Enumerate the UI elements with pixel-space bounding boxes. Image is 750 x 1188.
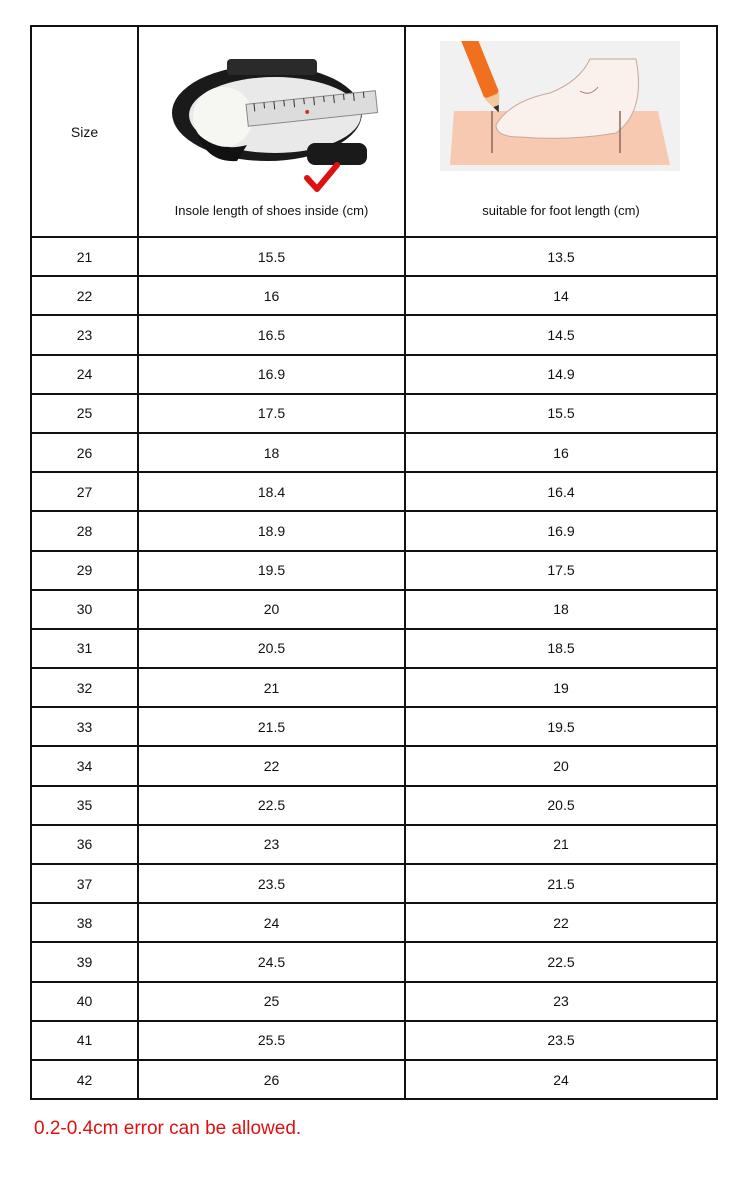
insole-cell: 23.5	[138, 864, 405, 903]
table-row	[31, 472, 717, 511]
table-row	[31, 786, 717, 825]
size-header	[31, 26, 138, 237]
size-cell: 40	[31, 982, 138, 1021]
foot-cell: 21	[405, 825, 717, 864]
table-row	[31, 394, 717, 433]
insole-header-label: Insole length of shoes inside (cm)	[174, 203, 369, 218]
foot-cell: 22	[405, 903, 717, 942]
table-row	[31, 355, 717, 394]
foot-cell: 13.5	[405, 237, 717, 276]
size-cell: 21	[31, 237, 138, 276]
foot-header-label: suitable for foot length (cm)	[482, 203, 640, 218]
size-cell: 22	[31, 276, 138, 315]
size-chart-table	[30, 25, 718, 1100]
check-mark-icon	[307, 165, 337, 189]
insole-cell: 19.5	[138, 551, 405, 590]
size-cell: 29	[31, 551, 138, 590]
insole-cell: 16.5	[138, 315, 405, 354]
size-cell: 28	[31, 511, 138, 550]
insole-cell: 26	[138, 1060, 405, 1099]
shoe-insole-ruler-icon	[157, 33, 387, 203]
foot-cell: 18	[405, 590, 717, 629]
foot-cell: 23.5	[405, 1021, 717, 1060]
insole-header	[138, 26, 405, 237]
insole-cell: 21.5	[138, 707, 405, 746]
size-cell: 25	[31, 394, 138, 433]
size-cell: 33	[31, 707, 138, 746]
table-row	[31, 590, 717, 629]
size-cell: 32	[31, 668, 138, 707]
table-row	[31, 1060, 717, 1099]
insole-cell: 24.5	[138, 942, 405, 981]
size-cell: 26	[31, 433, 138, 472]
foot-cell: 19	[405, 668, 717, 707]
insole-cell: 21	[138, 668, 405, 707]
insole-cell: 18	[138, 433, 405, 472]
table-row	[31, 1021, 717, 1060]
table-row	[31, 551, 717, 590]
foot-cell: 23	[405, 982, 717, 1021]
foot-cell: 16	[405, 433, 717, 472]
insole-cell: 20.5	[138, 629, 405, 668]
foot-header	[405, 26, 717, 237]
size-cell: 35	[31, 786, 138, 825]
insole-cell: 15.5	[138, 237, 405, 276]
size-cell: 39	[31, 942, 138, 981]
foot-cell: 22.5	[405, 942, 717, 981]
foot-measure-icon	[440, 41, 680, 171]
table-row	[31, 315, 717, 354]
size-cell: 34	[31, 746, 138, 785]
foot-cell: 14	[405, 276, 717, 315]
table-row	[31, 707, 717, 746]
foot-cell: 20	[405, 746, 717, 785]
size-cell: 24	[31, 355, 138, 394]
insole-cell: 20	[138, 590, 405, 629]
insole-cell: 17.5	[138, 394, 405, 433]
size-header-label: Size	[70, 123, 99, 140]
size-cell: 30	[31, 590, 138, 629]
foot-cell: 18.5	[405, 629, 717, 668]
insole-cell: 16.9	[138, 355, 405, 394]
foot-cell: 15.5	[405, 394, 717, 433]
table-row	[31, 276, 717, 315]
foot-cell: 21.5	[405, 864, 717, 903]
table-row	[31, 629, 717, 668]
foot-cell: 17.5	[405, 551, 717, 590]
insole-cell: 22	[138, 746, 405, 785]
insole-cell: 23	[138, 825, 405, 864]
size-cell: 27	[31, 472, 138, 511]
table-row	[31, 668, 717, 707]
header-row	[31, 26, 717, 237]
foot-cell: 24	[405, 1060, 717, 1099]
size-cell: 42	[31, 1060, 138, 1099]
foot-cell: 19.5	[405, 707, 717, 746]
table-row	[31, 942, 717, 981]
size-cell: 31	[31, 629, 138, 668]
size-cell: 38	[31, 903, 138, 942]
insole-cell: 24	[138, 903, 405, 942]
error-note: 0.2-0.4cm error can be allowed.	[34, 1118, 302, 1139]
table-row	[31, 746, 717, 785]
insole-cell: 18.4	[138, 472, 405, 511]
size-cell: 41	[31, 1021, 138, 1060]
insole-cell: 18.9	[138, 511, 405, 550]
table-row	[31, 511, 717, 550]
insole-cell: 16	[138, 276, 405, 315]
foot-cell: 16.9	[405, 511, 717, 550]
insole-cell: 25	[138, 982, 405, 1021]
table-row	[31, 903, 717, 942]
size-cell: 23	[31, 315, 138, 354]
foot-cell: 14.5	[405, 315, 717, 354]
foot-cell: 20.5	[405, 786, 717, 825]
size-cell: 37	[31, 864, 138, 903]
insole-cell: 22.5	[138, 786, 405, 825]
table-row	[31, 433, 717, 472]
foot-cell: 14.9	[405, 355, 717, 394]
table-row	[31, 864, 717, 903]
table-row	[31, 237, 717, 276]
foot-cell: 16.4	[405, 472, 717, 511]
size-rows	[31, 237, 717, 1099]
insole-cell: 25.5	[138, 1021, 405, 1060]
table-row	[31, 982, 717, 1021]
size-cell: 36	[31, 825, 138, 864]
table-row	[31, 825, 717, 864]
